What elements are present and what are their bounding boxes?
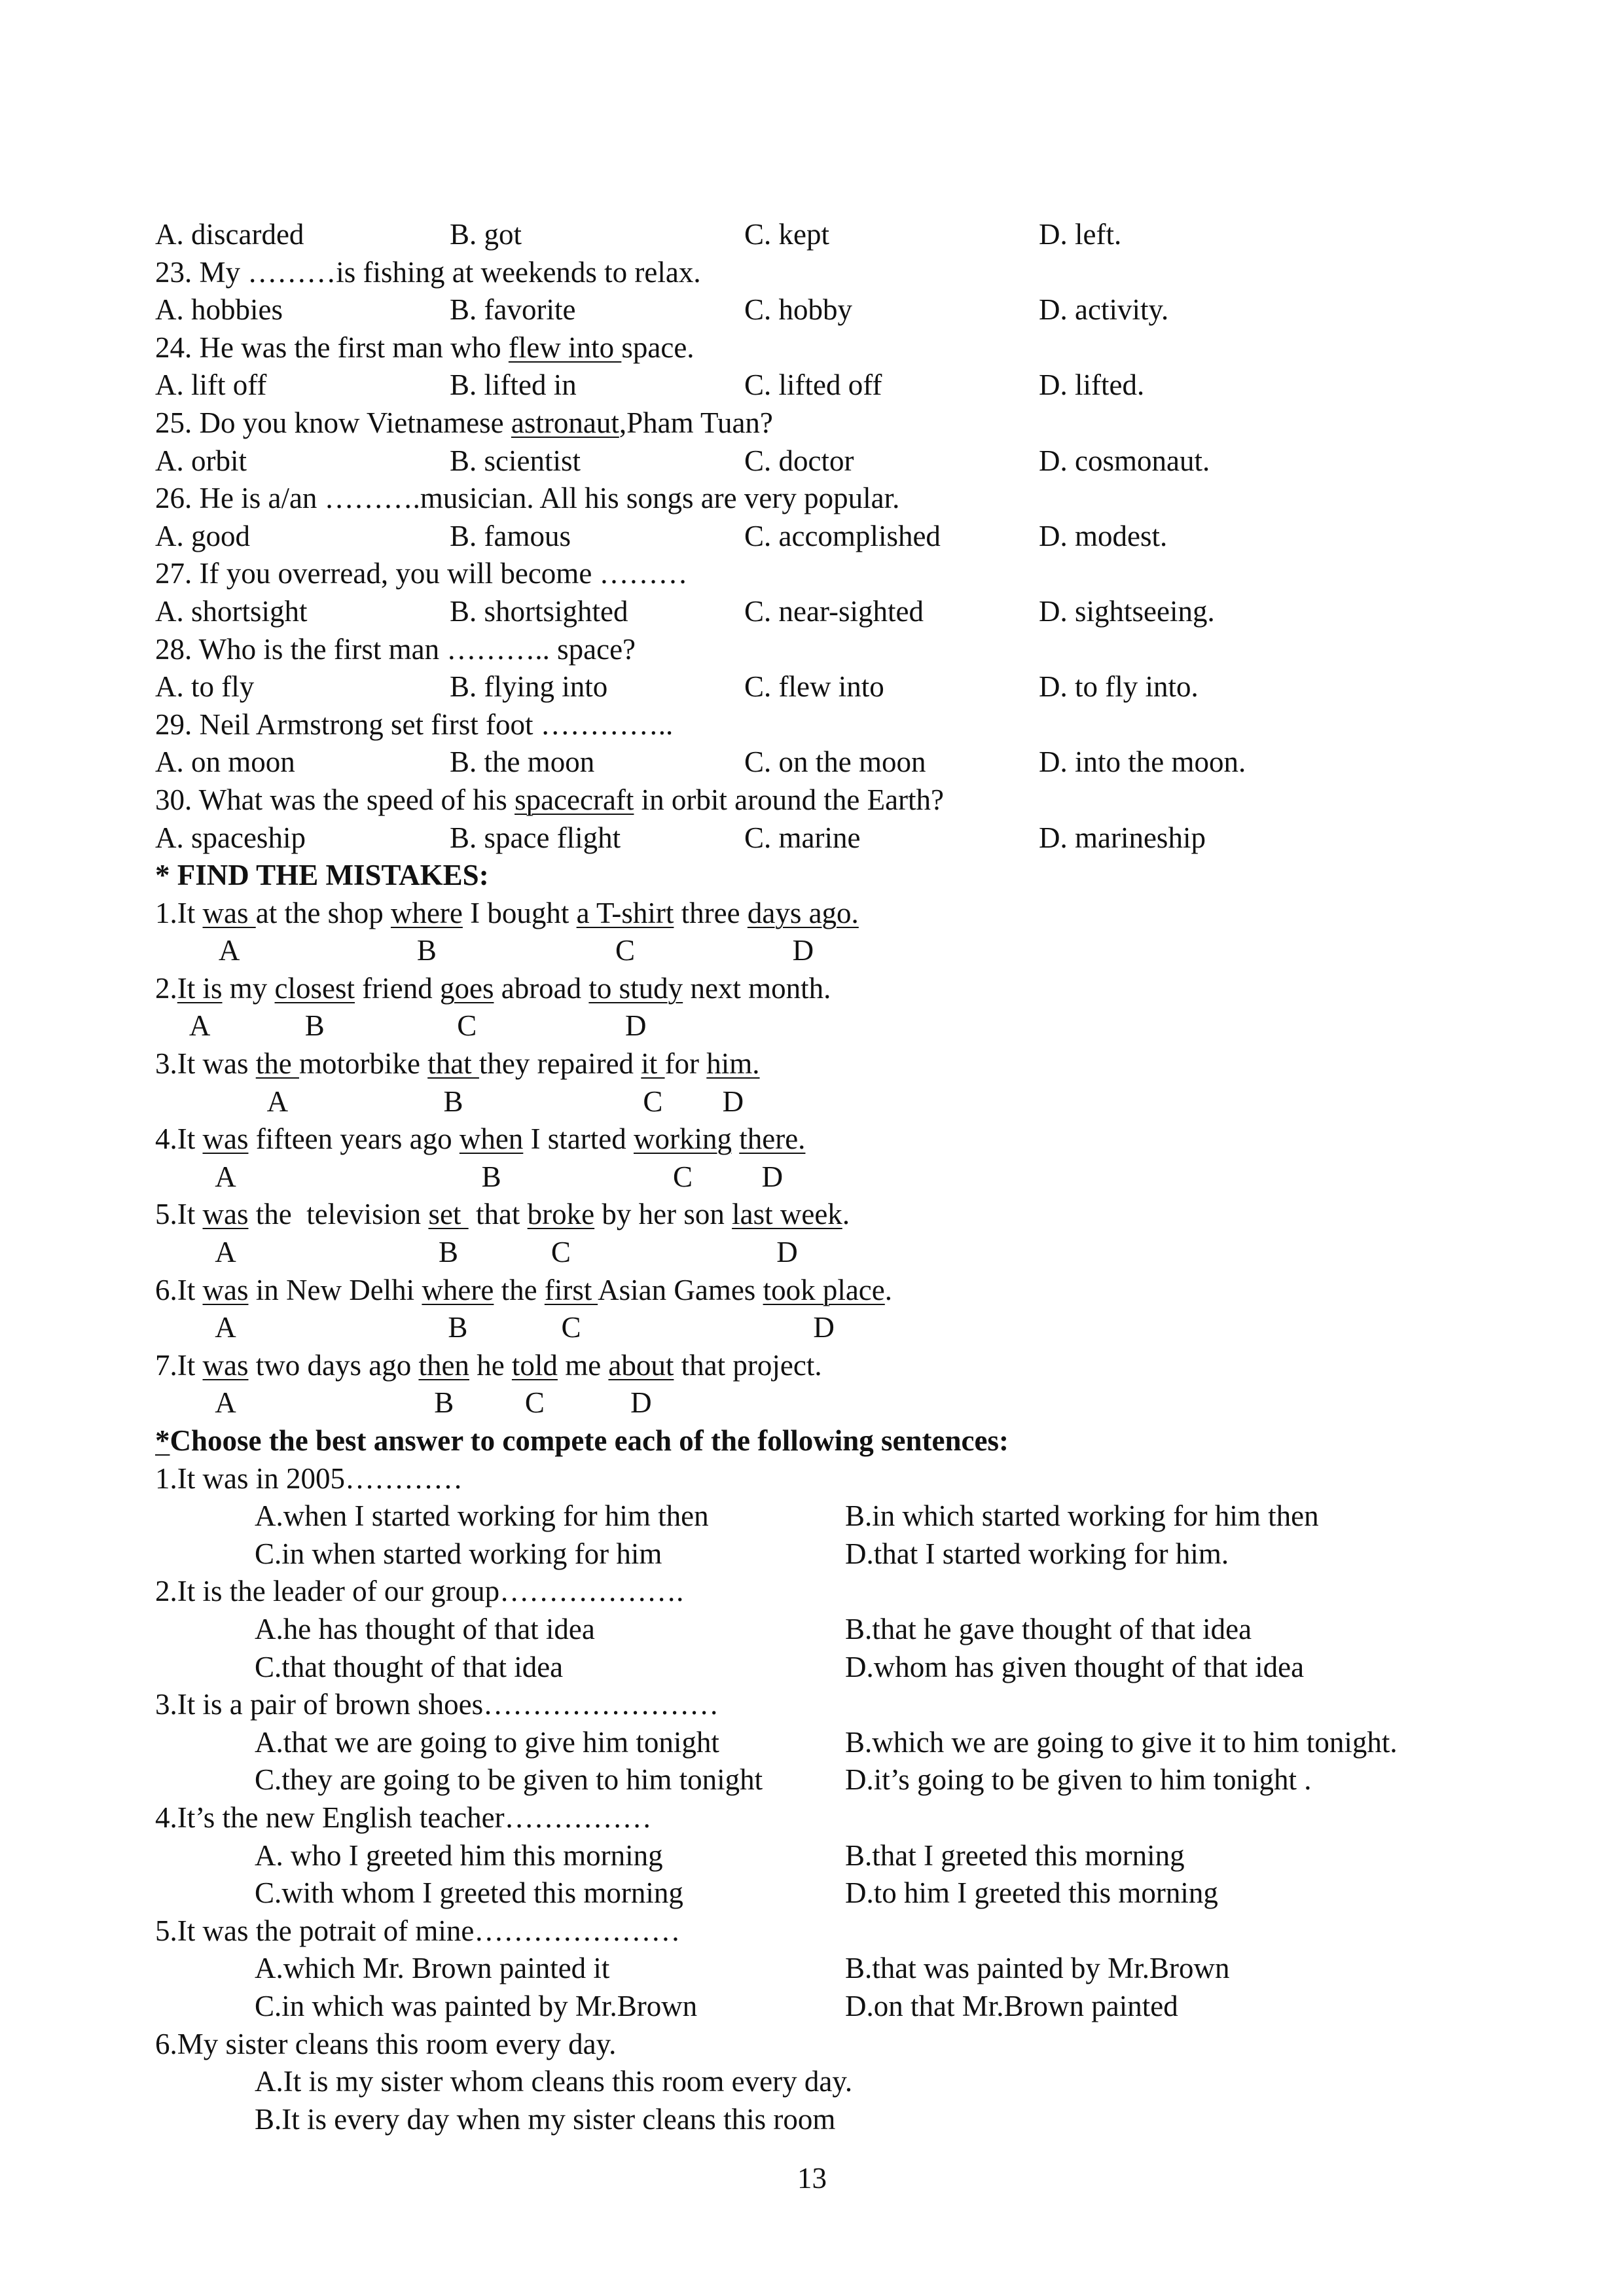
option-d: D.to him I greeted this morning — [845, 1876, 1218, 1910]
sentence-text: friend — [355, 971, 440, 1005]
choice-letter-c: C — [643, 1085, 663, 1118]
underlined-part: the — [255, 1047, 299, 1081]
underlined-part: about — [608, 1348, 674, 1382]
question-25 — [155, 404, 1536, 442]
choice-letter-a: A — [215, 1160, 236, 1193]
option-c: C. on the moon — [744, 745, 926, 779]
mistake-letters-6 — [155, 1309, 1536, 1347]
find-mistakes-heading: * FIND THE MISTAKES: — [155, 859, 489, 892]
heading-colon: : — [998, 1424, 1009, 1457]
option-c: C.in which was painted by Mr.Brown — [255, 1989, 698, 2022]
option-a: A. to fly — [155, 670, 255, 704]
underlined-phrase: astronaut — [511, 406, 619, 439]
option-b: B. scientist — [450, 444, 581, 477]
mistake-sentence-2 — [155, 970, 1536, 1008]
choice-letter-c: C — [457, 1009, 477, 1043]
mc-options-29 — [155, 744, 1536, 781]
choice-letter-b: B — [481, 1160, 501, 1193]
choice-letter-d: D — [761, 1160, 784, 1193]
sentence-text: they repaired — [478, 1047, 641, 1081]
question-text: 30. What was the speed of his — [155, 783, 515, 816]
option-b: B. the moon — [450, 745, 595, 779]
option-c: C. hobby — [744, 293, 853, 327]
choice-letter-a: A — [266, 1085, 289, 1118]
sentence-text: 1.It — [155, 896, 203, 929]
option-a: A. shortsight — [155, 594, 308, 628]
option-d: D. activity. — [1039, 293, 1169, 327]
cb-options-row — [155, 1837, 1536, 1875]
sentence-text: two days ago — [248, 1348, 419, 1382]
option-c: C. doctor — [744, 444, 854, 477]
mistake-letters-2 — [155, 1007, 1536, 1045]
cb-options-row — [155, 1535, 1536, 1573]
choice-letter-c: C — [524, 1386, 545, 1420]
sentence-text: Asian Games — [598, 1273, 763, 1306]
option-d: D. lifted. — [1039, 368, 1145, 402]
mistake-letters-3 — [155, 1083, 1536, 1121]
option-b: B. famous — [450, 519, 571, 552]
choice-letter-d: D — [625, 1009, 647, 1043]
choice-letter-c: C — [550, 1236, 571, 1269]
underlined-part: working — [634, 1122, 732, 1156]
cb-options-row — [155, 1874, 1536, 1912]
question-27: 27. If you overread, you will become ……… — [155, 557, 688, 590]
sentence-text: . — [884, 1273, 893, 1306]
sentence-text — [732, 1122, 739, 1155]
underlined-part: goes — [439, 971, 494, 1005]
choice-letter-d: D — [776, 1236, 798, 1269]
mc-options-25 — [155, 442, 1536, 480]
heading-star: * — [155, 1424, 170, 1457]
option-c: C.they are going to be given to him tonight — [255, 1763, 763, 1797]
underlined-part: there. — [739, 1122, 806, 1156]
choice-letter-a: A — [215, 1386, 236, 1420]
option-a: A. who I greeted him this morning — [255, 1839, 663, 1872]
option-a: A. hobbies — [155, 293, 283, 327]
cb-question-6: 6.My sister cleans this room every day. — [155, 2027, 617, 2060]
choice-letter-a: A — [218, 934, 240, 967]
mc-options-24 — [155, 367, 1536, 404]
option-b: B. space flight — [450, 821, 621, 854]
option-d: D.whom has given thought of that idea — [845, 1650, 1305, 1683]
option-c: C. accomplished — [744, 519, 941, 552]
option-b: B. flying into — [450, 670, 608, 704]
underlined-part: was — [202, 1122, 249, 1156]
option-d: D.it’s going to be given to him tonight . — [845, 1763, 1312, 1797]
choice-letter-a: A — [215, 1311, 236, 1344]
question-text: in orbit around the Earth? — [634, 783, 945, 816]
option-c: C.with whom I greeted this morning — [255, 1876, 683, 1910]
choose-best-section — [155, 1422, 1536, 2138]
option-b: B.which we are going to give it to him tonight. — [845, 1725, 1398, 1759]
option-c: C.in when started working for him — [255, 1537, 662, 1570]
mc-options-23 — [155, 291, 1536, 329]
question-24 — [155, 329, 1536, 367]
cb-options-row — [155, 1649, 1536, 1687]
underlined-part: broke — [527, 1198, 595, 1231]
underlined-part: was — [202, 1348, 249, 1382]
choice-letter-a: A — [215, 1236, 236, 1269]
sentence-text: 4.It — [155, 1122, 203, 1156]
sentence-text: three — [674, 896, 748, 929]
cb-options-row — [155, 1950, 1536, 1988]
page-content — [155, 216, 1536, 2138]
mc-options-27 — [155, 593, 1536, 631]
option-a: A. lift off — [155, 368, 267, 402]
question-text: ,Pham Tuan? — [619, 406, 773, 439]
option-a: A.when I started working for him then — [255, 1499, 709, 1533]
mistake-sentence-6 — [155, 1272, 1536, 1310]
choice-letter-d: D — [722, 1085, 744, 1118]
option-c: C. flew into — [744, 670, 884, 704]
option-a: A.he has thought of that idea — [255, 1612, 595, 1645]
mistake-letters-5 — [155, 1234, 1536, 1272]
option-d: D. to fly into. — [1039, 670, 1199, 704]
sentence-text: fifteen years ago — [248, 1122, 460, 1156]
mc-options-26 — [155, 518, 1536, 556]
underlined-part: when — [459, 1122, 524, 1156]
mistake-letters-1 — [155, 932, 1536, 970]
option-d: D. sightseeing. — [1039, 594, 1215, 628]
underlined-part: was — [202, 896, 256, 929]
choice-letter-b: B — [439, 1236, 459, 1269]
question-text: 24. He was the first man who — [155, 331, 509, 364]
cb-options-row — [155, 1988, 1536, 2026]
underlined-part: a T-shirt — [576, 896, 674, 929]
underlined-phrase: spacecraft — [514, 783, 634, 816]
option-b: B. shortsighted — [450, 594, 628, 628]
underlined-part: that — [427, 1047, 479, 1081]
sentence-text: I started — [523, 1122, 634, 1156]
sentence-text: . — [842, 1198, 850, 1231]
choice-letter-b: B — [443, 1085, 463, 1118]
sentence-text: 5.It — [155, 1198, 203, 1231]
option-c: C. near-sighted — [744, 594, 924, 628]
option-b: B.that he gave thought of that idea — [845, 1612, 1252, 1645]
question-30 — [155, 781, 1536, 819]
sentence-text: 2. — [155, 971, 177, 1005]
option-a: A. spaceship — [155, 821, 306, 854]
sentence-text: I bought — [462, 896, 577, 929]
sentence-text: in New Delhi — [248, 1273, 422, 1306]
option-a: A.which Mr. Brown painted it — [255, 1952, 610, 1985]
heading-text: Choose the best answer to compete each of the following sentences — [170, 1424, 999, 1457]
question-29: 29. Neil Armstrong set first foot ………….. — [155, 708, 674, 741]
option-a: A. orbit — [155, 444, 247, 477]
underlined-part: last week — [732, 1198, 842, 1231]
sentence-text: motorbike — [298, 1047, 428, 1081]
mistake-letters-4 — [155, 1158, 1536, 1196]
option-a: A. good — [155, 519, 250, 552]
option-b: B. got — [450, 218, 522, 251]
option-b: B.that was painted by Mr.Brown — [845, 1952, 1230, 1985]
underlined-part: was — [202, 1198, 249, 1231]
option-d: D. modest. — [1039, 519, 1168, 552]
cb-question-3: 3.It is a pair of brown shoes…………………… — [155, 1688, 719, 1721]
option-c: C. marine — [744, 821, 861, 854]
option-d: D. into the moon. — [1039, 745, 1246, 779]
find-mistakes-section — [155, 857, 1536, 1422]
choice-letter-b: B — [304, 1009, 325, 1043]
option-b: B.It is every day when my sister cleans this room — [255, 2102, 836, 2136]
underlined-part: told — [511, 1348, 558, 1382]
mc-section — [155, 216, 1536, 857]
option-b: B.that I greeted this morning — [845, 1839, 1185, 1872]
sentence-text: at the shop — [255, 896, 391, 929]
underlined-part: it — [641, 1047, 665, 1081]
sentence-text: the — [494, 1273, 545, 1306]
underlined-part: took place — [763, 1273, 885, 1306]
sentence-text: by her son — [594, 1198, 732, 1231]
option-d: D. marineship — [1039, 821, 1206, 854]
option-c: C. kept — [744, 218, 829, 251]
mc-options-22 — [155, 216, 1536, 254]
sentence-text: my — [222, 971, 275, 1005]
sentence-text: next month. — [683, 971, 831, 1005]
option-c: C.that thought of that idea — [255, 1650, 564, 1683]
underlined-phrase: flew into — [508, 331, 622, 364]
choice-letter-d: D — [630, 1386, 652, 1420]
page-number: 13 — [797, 2162, 827, 2195]
underlined-part: first — [544, 1273, 598, 1306]
choice-letter-b: B — [448, 1311, 468, 1344]
option-d: D.on that Mr.Brown painted — [845, 1989, 1178, 2022]
cb-question-5: 5.It was the potrait of mine………………… — [155, 1914, 681, 1947]
choose-best-heading — [155, 1422, 1536, 1460]
option-b: B. lifted in — [450, 368, 577, 402]
option-b: B.in which started working for him then — [845, 1499, 1319, 1533]
underlined-part: then — [418, 1348, 469, 1382]
sentence-text: 3.It was — [155, 1047, 256, 1081]
option-b: B. favorite — [450, 293, 576, 327]
choice-letter-c: C — [561, 1311, 581, 1344]
question-text: space. — [621, 331, 695, 364]
choice-letter-c: C — [672, 1160, 693, 1193]
cb-options-row — [155, 1724, 1536, 1762]
option-a: A.that we are going to give him tonight — [255, 1725, 719, 1759]
underlined-part: days ago. — [747, 896, 859, 929]
underlined-part: him. — [706, 1047, 760, 1081]
mc-options-30 — [155, 819, 1536, 857]
option-a: A. on moon — [155, 745, 295, 779]
cb-options-row — [155, 1498, 1536, 1535]
cb-options-row — [155, 1611, 1536, 1649]
underlined-part: It is — [177, 971, 223, 1005]
sentence-text: he — [469, 1348, 512, 1382]
question-26: 26. He is a/an ……….musician. All his songs are very popular. — [155, 482, 900, 515]
question-text: 25. Do you know Vietnamese — [155, 406, 511, 439]
mistake-sentence-3 — [155, 1045, 1536, 1083]
mistake-letters-7 — [155, 1384, 1536, 1422]
underlined-part: where — [422, 1273, 494, 1306]
option-d: D. left. — [1039, 218, 1122, 251]
sentence-text: 6.It — [155, 1273, 203, 1306]
sentence-text: that — [468, 1198, 528, 1231]
underlined-part: where — [390, 896, 463, 929]
mistake-sentence-4 — [155, 1121, 1536, 1158]
choice-letter-b: B — [416, 934, 437, 967]
cb-question-4: 4.It’s the new English teacher…………… — [155, 1801, 652, 1834]
choice-letter-d: D — [792, 934, 814, 967]
option-c: C. lifted off — [744, 368, 882, 402]
option-a: A. discarded — [155, 218, 304, 251]
cb-question-1: 1.It was in 2005………… — [155, 1462, 463, 1495]
underlined-part: was — [202, 1273, 249, 1306]
underlined-part: set — [428, 1198, 469, 1231]
underlined-part: closest — [274, 971, 355, 1005]
cb-options-row — [155, 1761, 1536, 1799]
question-23: 23. My ………is fishing at weekends to relax. — [155, 255, 701, 289]
mistake-sentence-7 — [155, 1347, 1536, 1385]
option-d: D.that I started working for him. — [845, 1537, 1229, 1570]
sentence-text: that project. — [674, 1348, 822, 1382]
choice-letter-a: A — [189, 1009, 211, 1043]
mistake-sentence-1 — [155, 895, 1536, 933]
sentence-text: for — [664, 1047, 707, 1081]
sentence-text: abroad — [494, 971, 589, 1005]
choice-letter-b: B — [434, 1386, 454, 1420]
choice-letter-d: D — [813, 1311, 835, 1344]
find-mistakes-items — [155, 895, 1536, 1422]
option-a: A.It is my sister whom cleans this room every day. — [255, 2065, 853, 2098]
underlined-part: to study — [588, 971, 683, 1005]
cb-question-2: 2.It is the leader of our group………………. — [155, 1575, 684, 1608]
mc-options-28 — [155, 668, 1536, 706]
sentence-text: 7.It — [155, 1348, 203, 1382]
sentence-text: me — [557, 1348, 609, 1382]
choice-letter-c: C — [615, 934, 636, 967]
question-28: 28. Who is the first man ……….. space? — [155, 632, 636, 666]
option-d: D. cosmonaut. — [1039, 444, 1210, 477]
sentence-text: the television — [248, 1198, 429, 1231]
mistake-sentence-5 — [155, 1196, 1536, 1234]
